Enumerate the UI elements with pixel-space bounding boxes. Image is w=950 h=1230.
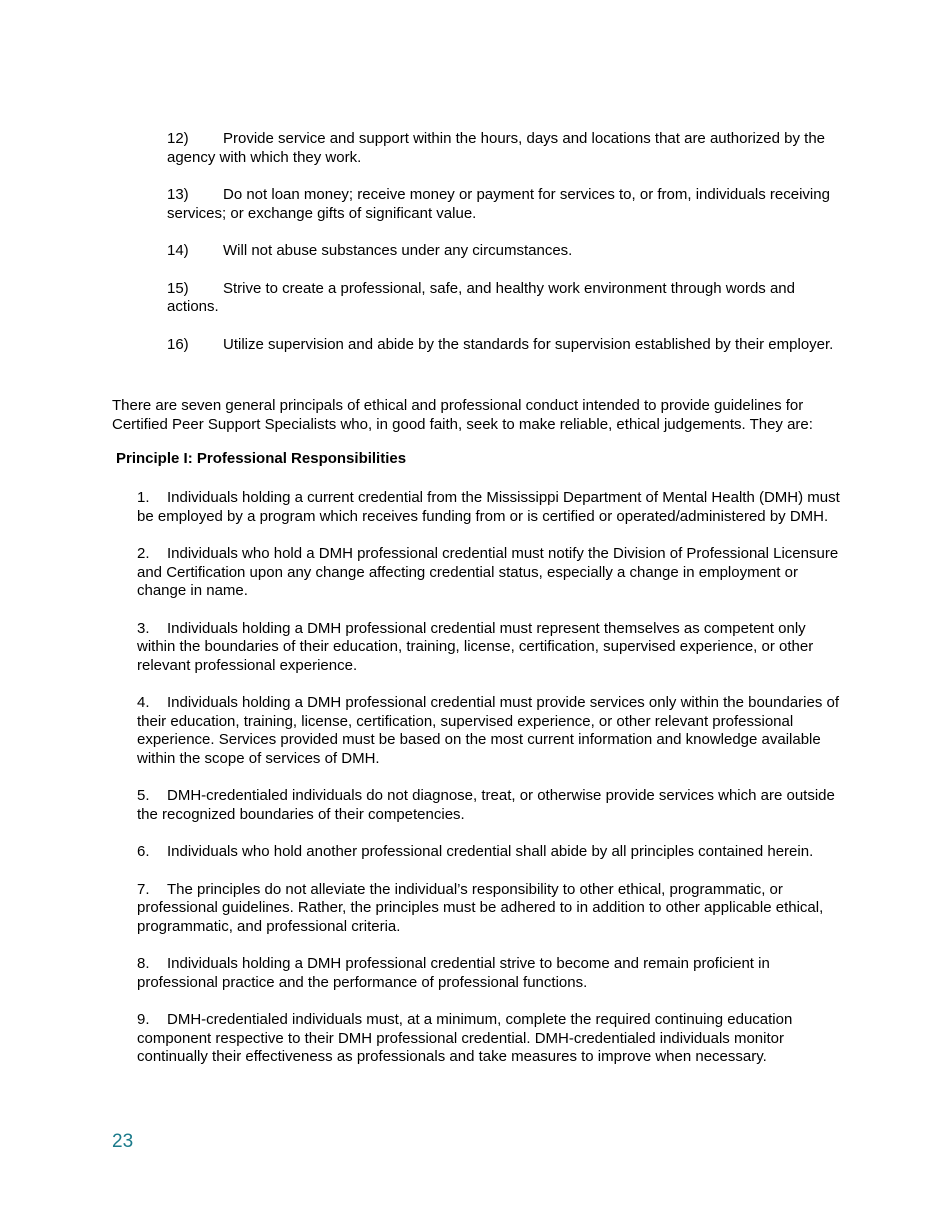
list-item (137, 787, 847, 824)
item-number: 3. (137, 619, 150, 637)
item-text: Individuals holding a current credential from the Mississippi Department of Mental Health (DMH) must be employed by a program which receives funding from or is certified or operated/administered by DMH. (137, 489, 840, 525)
list-item (137, 694, 847, 768)
item-number: 5. (137, 787, 150, 804)
item-text: Utilize supervision and abide by the standards for supervision established by their employer. (223, 335, 834, 353)
list-item (167, 242, 839, 261)
list-item (167, 186, 839, 223)
item-text: The principles do not alleviate the individual’s responsibility to other ethical, programmatic, or professional guidelines. Rather, the principles must be adhered to in addition to other applicable ethical, programmatic, and professional criteria. (137, 880, 824, 935)
list-item (137, 955, 847, 992)
list-item (137, 489, 847, 526)
item-text: Do not loan money; receive money or payment for services to, or from, individuals receiving services; or exchange gifts of significant value. (167, 186, 830, 222)
list-item (137, 881, 847, 937)
item-number: 2. (137, 545, 150, 562)
item-text: Individuals holding a DMH professional credential strive to become and remain proficient in professional practice and the performance of professional functions. (137, 955, 770, 991)
item-number: 1. (137, 489, 150, 506)
item-text: Will not abuse substances under any circumstances. (223, 242, 573, 259)
list-item (167, 336, 839, 355)
item-number: 13) (167, 186, 189, 203)
intro-paragraph: There are seven general principals of ethical and professional conduct intended to provide guidelines for Certified Peer Support Specialists who, in good faith, seek to make reliable, ethical judgements. They are: (112, 397, 813, 433)
list-item (137, 545, 847, 601)
principle-heading: Principle I: Professional Responsibilities (116, 450, 407, 467)
page-number: 23 (112, 1131, 134, 1152)
item-text: DMH-credentialed individuals must, at a minimum, complete the required continuing education component respective to their DMH professional credential. DMH-credentialed individuals monitor continually their effectiveness as professionals and take measures to improve when necessary. (137, 1011, 793, 1065)
conduct-list (167, 130, 839, 373)
item-number: 15) (167, 279, 189, 297)
item-number: 9. (137, 1011, 150, 1028)
list-item (137, 620, 847, 676)
item-number: 12) (167, 130, 189, 147)
list-item (137, 1011, 847, 1067)
item-number: 8. (137, 955, 150, 972)
item-number: 14) (167, 242, 189, 259)
list-item (167, 280, 839, 317)
item-number: 4. (137, 694, 150, 711)
item-text: Individuals holding a DMH professional credential must provide services only within the boundaries of their education, training, license, certification, supervised experience, or other relevant professional experience. Services provided must be based on the most current information and knowledge available within the scope of services of DMH. (137, 694, 840, 767)
item-number: 6. (137, 843, 150, 860)
item-number: 16) (167, 335, 189, 353)
item-text: Individuals who hold a DMH professional credential must notify the Division of Professional Licensure and Certification upon any change affecting credential status, especially a change in employment or change in name. (137, 545, 839, 599)
item-text: Individuals who hold another professional credential shall abide by all principles contained herein. (167, 843, 814, 860)
item-number: 7. (137, 880, 150, 898)
item-text: Individuals holding a DMH professional credential must represent themselves as competent only within the boundaries of their education, training, license, certification, supervised experience, or other relevant professional experience. (137, 619, 814, 674)
principle-list (137, 489, 847, 1086)
item-text: Provide service and support within the hours, days and locations that are authorized by the agency with which they work. (167, 130, 826, 166)
item-text: DMH-credentialed individuals do not diagnose, treat, or otherwise provide services which are outside the recognized boundaries of their competencies. (137, 787, 835, 823)
list-item (137, 843, 847, 862)
item-text: Strive to create a professional, safe, and healthy work environment through words and actions. (167, 279, 795, 315)
list-item (167, 130, 839, 167)
